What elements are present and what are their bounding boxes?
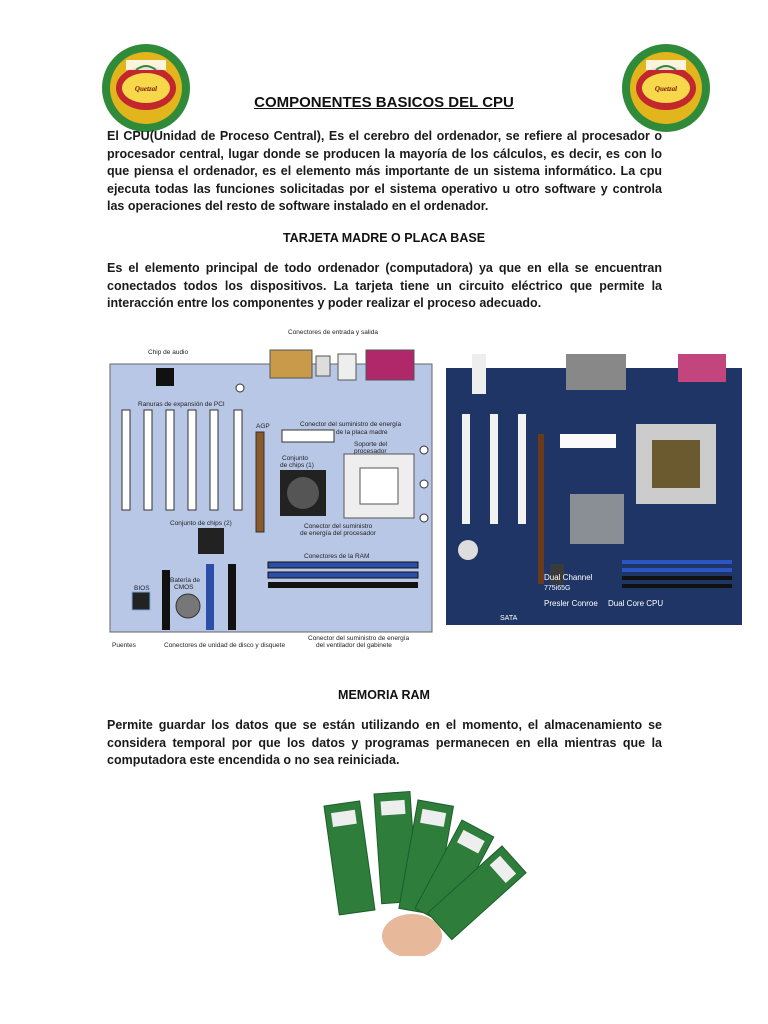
photo-label-dual-channel: Dual Channel: [544, 573, 593, 582]
svg-text:Ranuras de expansión de PCI: Ranuras de expansión de PCI: [138, 401, 225, 408]
svg-text:Puentes: Puentes: [112, 642, 136, 649]
motherboard-paragraph: Es el elemento principal de todo ordenador (computadora) ya que en ella se encuentran conectados todos los dispositivos. La tarjeta tiene un circuito eléctrico que permite la interacción entre los componentes y poder realizar el proceso adecuado.: [107, 261, 662, 310]
photo-label-chip-code: 775i65G: [544, 585, 571, 592]
intro-paragraph: El CPU(Unidad de Proceso Central), Es el cerebro del ordenador, se refiere al procesador o procesador central, lugar donde se producen la mayoría de los cálculos, es decir, es con lo que piensa el ordenador, es el elemento más importante de un sistema informático. La cpu ejecuta todas las funciones solicitadas por el sistema operativo u otro software y controla las operaciones del resto de software instalado en el ordenador.: [107, 129, 662, 213]
svg-text:BIOS: BIOS: [134, 585, 150, 592]
svg-text:Conector del suministro: Conector del suministro: [304, 523, 373, 530]
svg-text:Conjunto de chips (2): Conjunto de chips (2): [170, 520, 232, 527]
svg-text:CMOS: CMOS: [174, 584, 194, 591]
svg-text:Conectores de unidad de disco: Conectores de unidad de disco y disquete: [164, 642, 286, 649]
svg-text:Conjunto: Conjunto: [282, 455, 309, 462]
academy-logo-right: [616, 42, 716, 134]
svg-text:Soporte del: Soporte del: [354, 441, 388, 448]
svg-text:procesador: procesador: [354, 448, 387, 455]
ram-modules-photo: [312, 786, 534, 956]
photo-label-presler: Presler Conroe: [544, 599, 598, 608]
photo-label-sata: SATA: [500, 615, 518, 622]
ram-paragraph: Permite guardar los datos que se están utilizando en el momento, el almacenamiento se considera temporal por que los datos y programas permanecen en ella mientras que la computadora este encendida o no sea reiniciada.: [107, 718, 662, 767]
svg-text:Conectores de la RAM: Conectores de la RAM: [304, 553, 370, 560]
svg-text:de chips (1): de chips (1): [280, 462, 314, 469]
svg-text:de energía del procesador: de energía del procesador: [300, 530, 376, 537]
svg-text:Conectores de entrada y salida: Conectores de entrada y salida: [288, 329, 378, 336]
academy-logo-left: [96, 42, 196, 134]
photo-label-dual-core: Dual Core CPU: [608, 599, 664, 608]
motherboard-photo: [446, 354, 742, 625]
svg-text:Quetzal: Quetzal: [654, 85, 678, 93]
svg-text:Chip de audio: Chip de audio: [148, 349, 189, 356]
section-heading-motherboard: TARJETA MADRE O PLACA BASE: [282, 231, 486, 245]
svg-text:del ventilador del gabinete: del ventilador del gabinete: [316, 642, 392, 649]
svg-text:AGP: AGP: [256, 423, 270, 430]
document-title: COMPONENTES BASICOS DEL CPU: [254, 94, 514, 111]
svg-text:Quetzal: Quetzal: [134, 85, 158, 93]
svg-text:Batería de: Batería de: [170, 577, 200, 584]
svg-text:Conector del suministro de ene: Conector del suministro de energía: [300, 421, 402, 428]
svg-text:Conector del suministro de ene: Conector del suministro de energía: [308, 635, 410, 642]
svg-text:de la placa madre: de la placa madre: [336, 429, 388, 436]
motherboard-diagram: [108, 322, 435, 652]
section-heading-ram: MEMORIA RAM: [338, 688, 430, 702]
